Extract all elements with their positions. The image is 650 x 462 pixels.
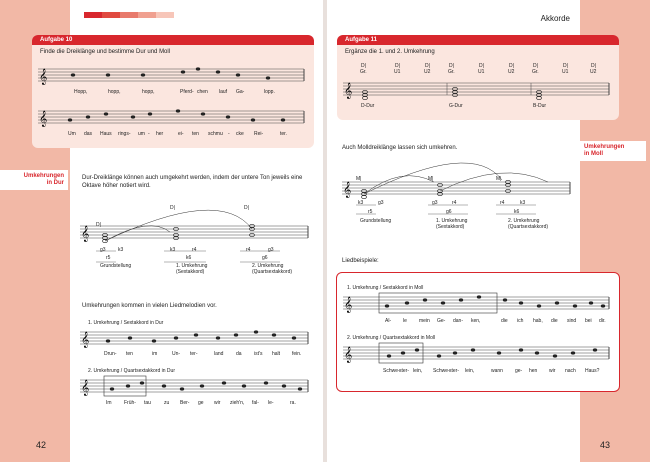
chord-mark: M| xyxy=(428,176,434,182)
lyric: hab, xyxy=(533,318,543,324)
music-staff xyxy=(343,79,613,109)
lyric: schmu xyxy=(208,131,223,137)
lyric: chen xyxy=(197,89,208,95)
lyric: ter. xyxy=(280,131,287,137)
lyric: ich xyxy=(517,318,524,324)
section-title: Liedbeispiele: xyxy=(342,258,379,264)
exercise-box-11 xyxy=(337,35,619,120)
lyric: ei- xyxy=(178,131,184,137)
inversion-label: U1 xyxy=(562,69,569,75)
svg-text:𝄞: 𝄞 xyxy=(81,332,90,348)
interval-label: g3 xyxy=(100,247,106,253)
lyric: ten xyxy=(192,131,199,137)
paragraph-line: Umkehrungen kommen in vielen Liedmelodien vor. xyxy=(82,303,217,309)
inversion-label: Gr. xyxy=(532,69,539,75)
exercise-instruction: Ergänze die 1. und 2. Umkehrung xyxy=(345,49,435,55)
lyric: lopp. xyxy=(264,89,275,95)
lyric: zu xyxy=(164,400,170,406)
music-staff xyxy=(343,293,613,315)
inversion-label: Gr. xyxy=(360,69,367,75)
lyric: zieh'n, xyxy=(230,400,245,406)
chord-mark: D| xyxy=(509,63,514,69)
lyric: halt xyxy=(272,351,281,357)
svg-text:𝄞: 𝄞 xyxy=(81,380,90,396)
color-strip xyxy=(102,12,120,18)
lyric: le- xyxy=(268,400,274,406)
lyric: Drun- xyxy=(104,351,117,357)
chord-mark: M| xyxy=(496,176,502,182)
svg-text:𝄞: 𝄞 xyxy=(343,182,352,198)
lyric: Haus xyxy=(100,131,112,137)
lyric: Um xyxy=(68,131,76,137)
side-label-dur: Umkehrungen in Dur xyxy=(0,170,68,190)
interval-sum: r5 xyxy=(106,255,111,261)
song-caption: 2. Umkehrung / Quartsextakkord in Dur xyxy=(88,368,175,374)
chord-mark: D| xyxy=(361,63,366,69)
color-strip xyxy=(120,12,138,18)
lyric: Rei- xyxy=(254,131,264,137)
exercise-instruction: Finde die Dreiklänge und bestimme Dur und Moll xyxy=(40,49,171,55)
svg-text:𝄞: 𝄞 xyxy=(39,69,48,85)
lyric: Al- xyxy=(385,318,392,324)
music-staff xyxy=(80,376,315,398)
lyric: wann xyxy=(491,368,503,374)
color-strip xyxy=(84,12,102,18)
position-label: 1. Umkehrung xyxy=(176,263,208,269)
lyric: Pferd- xyxy=(180,89,194,95)
chord-mark: D| xyxy=(563,63,568,69)
lyric: im xyxy=(152,351,158,357)
inversion-label: U1 xyxy=(478,69,485,75)
interval-label: g3 xyxy=(378,200,384,206)
lyric: sind xyxy=(567,318,577,324)
interval-sum: g6 xyxy=(262,255,268,261)
lyric: ter- xyxy=(190,351,198,357)
svg-text:𝄞: 𝄞 xyxy=(344,297,353,313)
lyric: hopp, xyxy=(108,89,121,95)
lyric: Ber- xyxy=(180,400,190,406)
key-label: G-Dur xyxy=(449,103,463,109)
lyric: ken, xyxy=(471,318,481,324)
song-caption: 1. Umkehrung / Sextakkord in Moll xyxy=(347,285,424,291)
lyric: hopp, xyxy=(142,89,155,95)
position-label: (Quartsextakkord) xyxy=(508,224,549,230)
key-label: D-Dur xyxy=(361,103,375,109)
lyric: - xyxy=(228,131,230,137)
chord-mark: D| xyxy=(244,205,249,211)
chord-mark: D| xyxy=(479,63,484,69)
music-staff xyxy=(80,328,315,350)
lyric: ster- xyxy=(449,368,459,374)
lyric: lein, xyxy=(413,368,423,374)
exercise-tab-11: Aufgabe 11 xyxy=(337,35,619,45)
chord-mark: D| xyxy=(425,63,430,69)
lyric: lein, xyxy=(465,368,475,374)
interval-sum: g6 xyxy=(446,209,452,215)
interval-label: k3 xyxy=(118,247,124,253)
interval-label: r4 xyxy=(452,200,457,206)
lyric: hen xyxy=(529,368,538,374)
lyric: um xyxy=(138,131,145,137)
svg-text:𝄞: 𝄞 xyxy=(39,111,48,127)
color-strip xyxy=(138,12,156,18)
page-gutter xyxy=(323,0,327,462)
music-staff xyxy=(343,343,613,365)
song-caption: 1. Umkehrung / Sextakkord in Dur xyxy=(88,320,164,326)
interval-sum: k6 xyxy=(514,209,520,215)
lyric: tau xyxy=(144,400,151,406)
position-label: (Sextakkord) xyxy=(436,224,465,230)
lyric: Haus? xyxy=(585,368,600,374)
chord-mark: D| xyxy=(449,63,454,69)
lyric: Im xyxy=(106,400,112,406)
lyric: Schwe- xyxy=(433,368,450,374)
interval-label: r4 xyxy=(246,247,251,253)
lyric: dir. xyxy=(599,318,606,324)
exercise-tab-10: Aufgabe 10 xyxy=(32,35,314,45)
lyric: ster- xyxy=(399,368,409,374)
lyric: - xyxy=(148,131,150,137)
lyric: Ga- xyxy=(236,89,245,95)
key-label: B-Dur xyxy=(533,103,547,109)
svg-text:𝄞: 𝄞 xyxy=(344,83,353,99)
lyric: cke xyxy=(236,131,244,137)
lyric: da xyxy=(236,351,242,357)
inversion-label: U2 xyxy=(508,69,515,75)
lyric: le xyxy=(403,318,407,324)
color-strip xyxy=(156,12,174,18)
lyric: land xyxy=(214,351,224,357)
lyric: bei xyxy=(585,318,592,324)
position-label: (Sextakkord) xyxy=(176,269,205,275)
interval-label: g3 xyxy=(432,200,438,206)
interval-label: r4 xyxy=(192,247,197,253)
interval-label: r4 xyxy=(500,200,505,206)
lyric: rings- xyxy=(118,131,131,137)
position-label: Grundstellung xyxy=(100,263,132,269)
lyric: nach xyxy=(565,368,576,374)
chord-mark: D| xyxy=(170,205,175,211)
lyric: dan- xyxy=(453,318,464,324)
lyric: die xyxy=(551,318,558,324)
interval-label: g3 xyxy=(268,247,274,253)
side-label-moll: Umkehrungen in Moll xyxy=(580,141,646,161)
lyric: Un- xyxy=(172,351,181,357)
chord-mark: D| xyxy=(96,222,101,228)
position-label: 2. Umkehrung xyxy=(252,263,284,269)
lyric: fein. xyxy=(292,351,302,357)
lyric: mein xyxy=(419,318,430,324)
lyric: Schwe- xyxy=(383,368,400,374)
svg-text:𝄞: 𝄞 xyxy=(344,347,353,363)
lyric: Früh- xyxy=(124,400,136,406)
lyric: her xyxy=(156,131,164,137)
lyric: lauf xyxy=(219,89,228,95)
lyric: fal- xyxy=(252,400,259,406)
lyric: wir xyxy=(214,400,221,406)
inversion-label: U1 xyxy=(394,69,401,75)
chord-mark: D| xyxy=(395,63,400,69)
lyric: das xyxy=(84,131,93,137)
interval-sum: r5 xyxy=(368,209,373,215)
inversion-label: Gr. xyxy=(448,69,455,75)
svg-text:𝄞: 𝄞 xyxy=(81,226,90,242)
position-label: (Quartsextakkord) xyxy=(252,269,293,275)
position-label: 1. Umkehrung xyxy=(436,218,468,224)
music-staff xyxy=(38,107,308,137)
paragraph-line: Auch Molldreiklänge lassen sich umkehren. xyxy=(342,145,458,151)
lyric: wir xyxy=(549,368,556,374)
lyric: ge- xyxy=(515,368,523,374)
page-number-right: 43 xyxy=(600,440,611,450)
chord-mark: M| xyxy=(356,176,362,182)
lyric: ge xyxy=(198,400,204,406)
lyric: ra. xyxy=(290,400,296,406)
lyric: die xyxy=(501,318,508,324)
lyric: Ge- xyxy=(437,318,446,324)
page-header-title: Akkorde xyxy=(540,14,570,23)
interval-label: k3 xyxy=(358,200,364,206)
chord-mark: D| xyxy=(591,63,596,69)
lyric: Hopp, xyxy=(74,89,88,95)
interval-sum: k6 xyxy=(186,255,192,261)
exercise-box-10 xyxy=(32,35,314,148)
song-caption: 2. Umkehrung / Quartsextakkord in Moll xyxy=(347,335,436,341)
lyric: ten xyxy=(126,351,133,357)
inversion-label: U2 xyxy=(424,69,431,75)
chord-mark: D| xyxy=(533,63,538,69)
paragraph-line: Dur-Dreiklänge können auch umgekehrt werden, indem der untere Ton jeweils eine xyxy=(82,175,303,181)
song-examples-box xyxy=(336,272,620,392)
lyric: ist's xyxy=(254,351,263,357)
paragraph-line: Oktave höher notiert wird. xyxy=(82,183,151,189)
interval-label: k3 xyxy=(170,247,176,253)
interval-label: k3 xyxy=(520,200,526,206)
position-label: 2. Umkehrung xyxy=(508,218,540,224)
position-label: Grundstellung xyxy=(360,218,392,224)
page-number-left: 42 xyxy=(36,440,47,450)
inversion-label: U2 xyxy=(590,69,597,75)
